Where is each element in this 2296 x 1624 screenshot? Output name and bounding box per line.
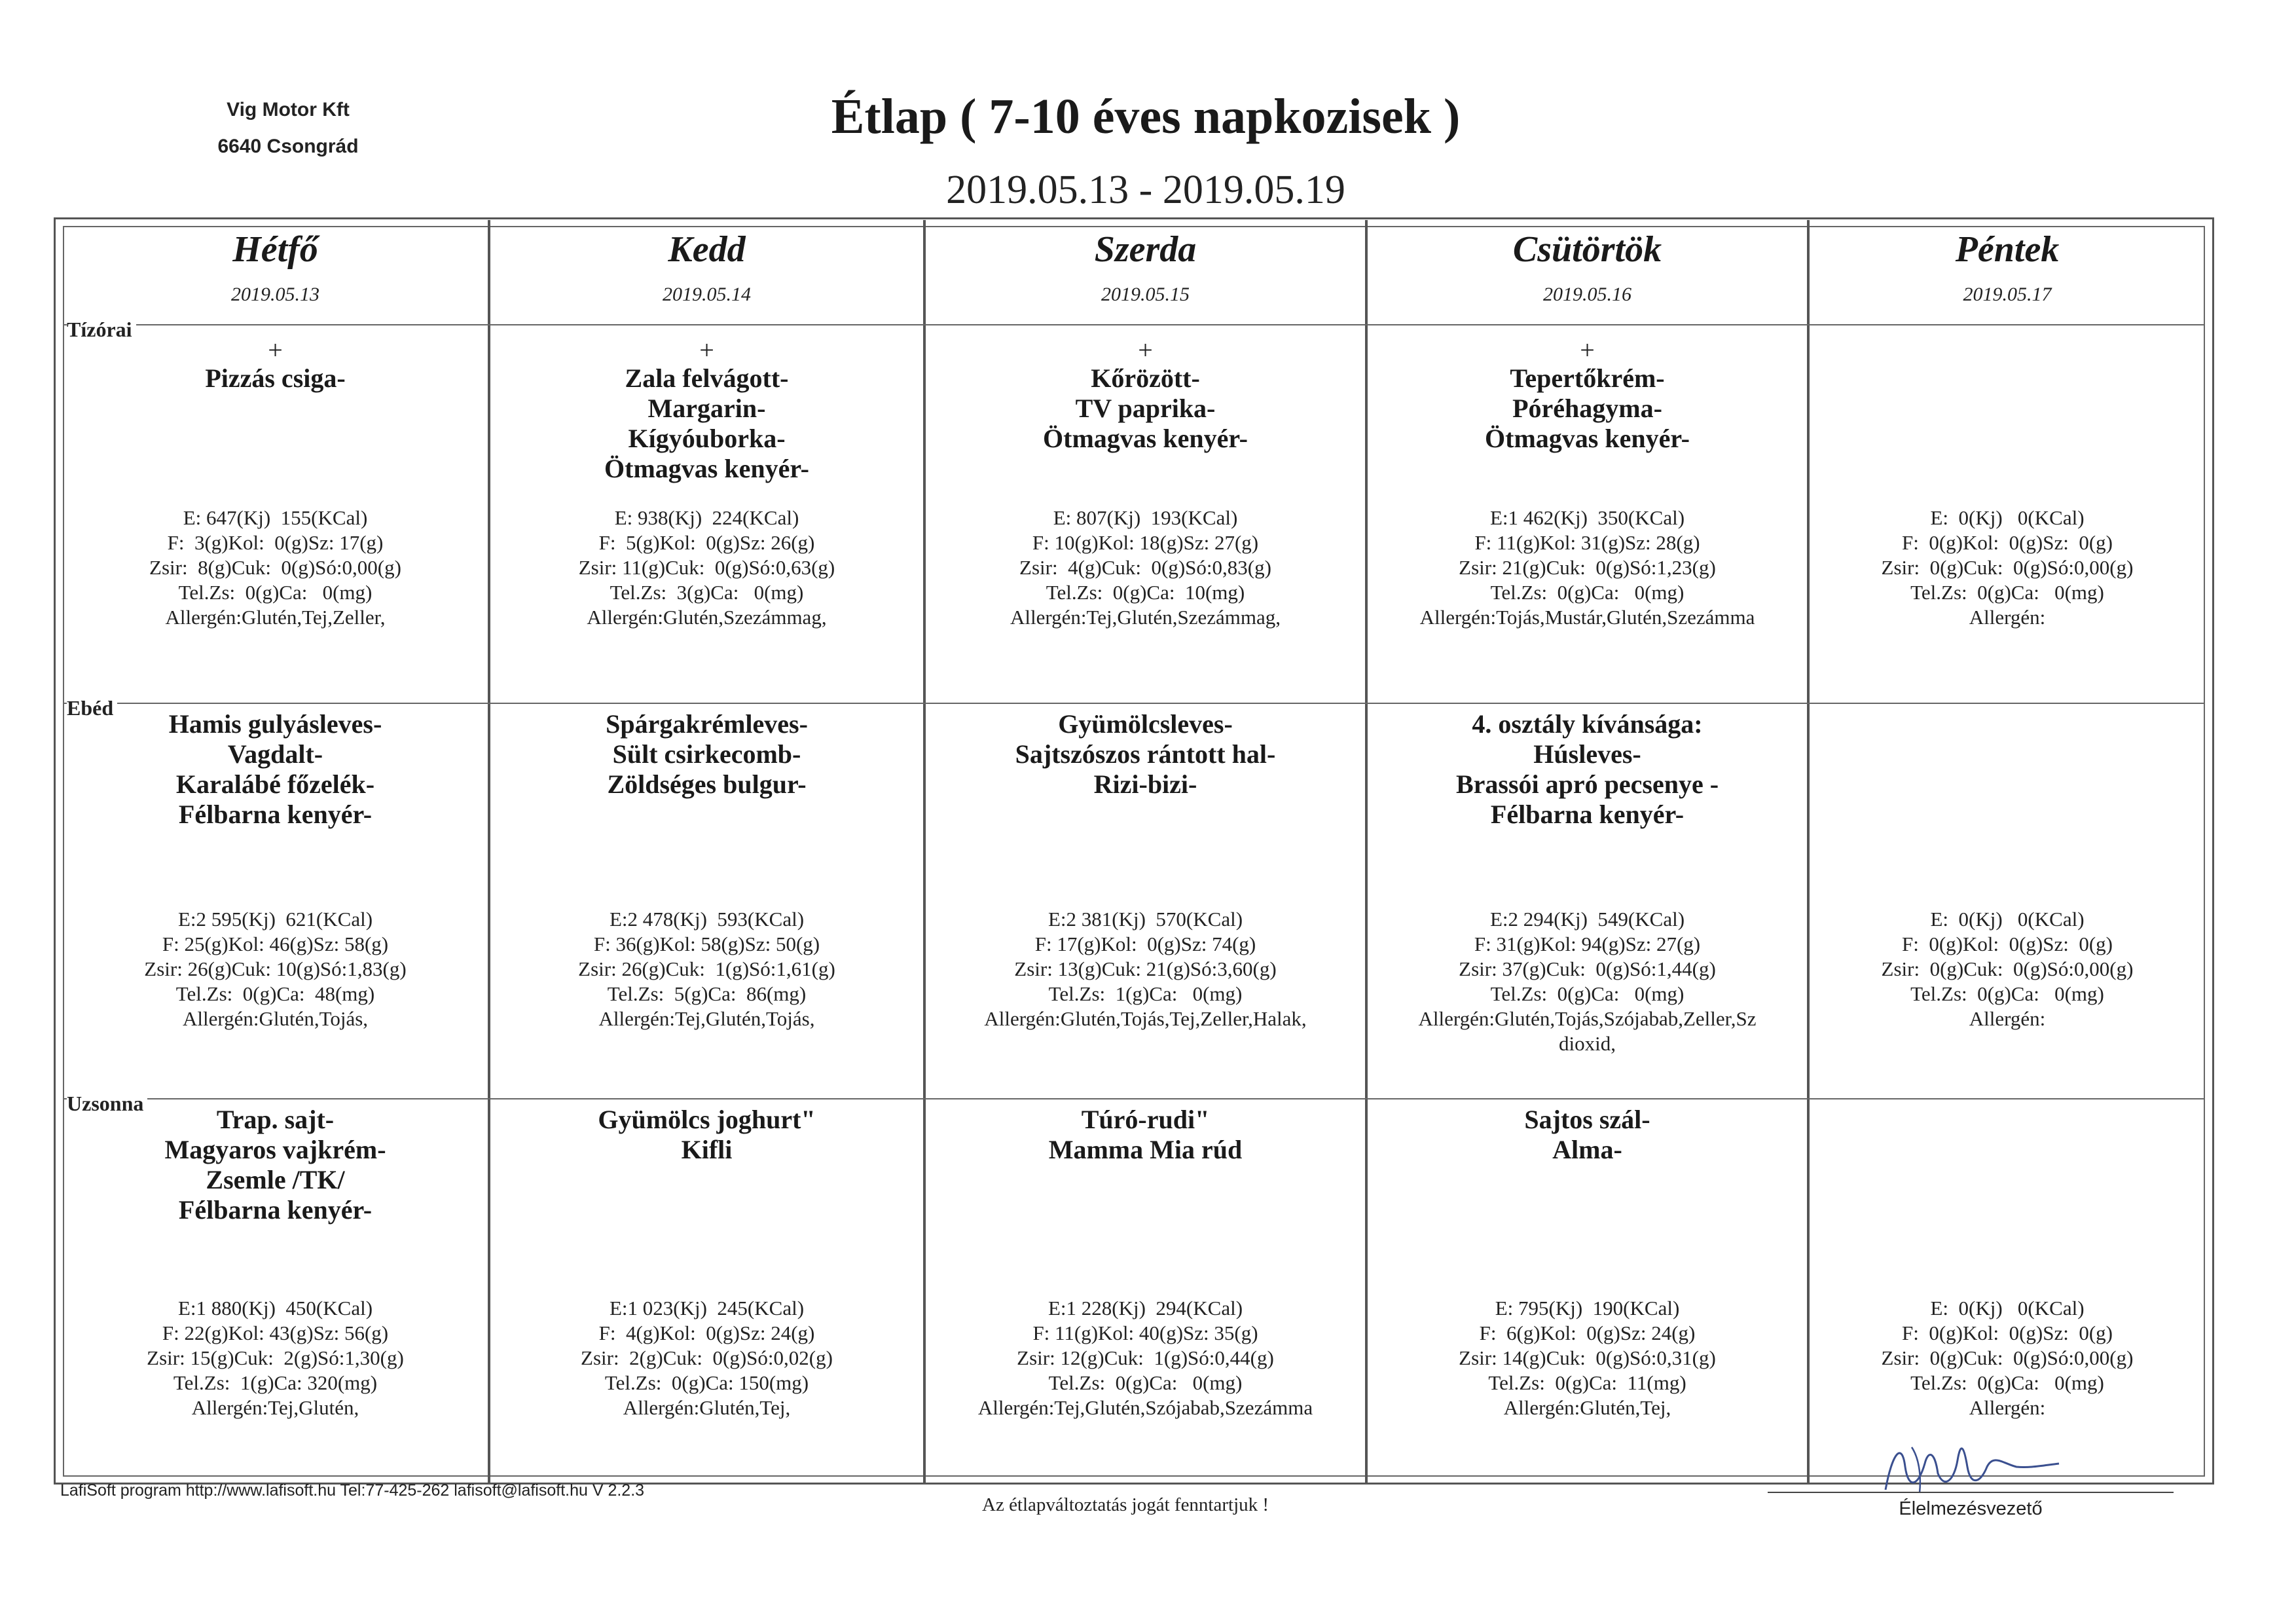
dish-name: Gyümölcsleves- (1058, 709, 1233, 739)
allergen-line: Allergén:Tej,Glutén,Szezámmag, (1010, 606, 1281, 629)
allergen-line: Allergén:Glutén,Tojás,Szójabab,Zeller,Sz (1418, 1007, 1757, 1030)
nutrition-line: F: 25(g)Kol: 46(g)Sz: 58(g) (162, 932, 389, 955)
nutrition-line: Zsir: 15(g)Cuk: 2(g)Só:1,30(g) (147, 1346, 404, 1369)
nutrition-line: E: 807(Kj) 193(KCal) (1053, 506, 1238, 529)
day-date: 2019.05.15 (1101, 284, 1190, 305)
nutrition-line: F: 10(g)Kol: 18(g)Sz: 27(g) (1032, 531, 1259, 554)
menu-cell-ebed-thursday (1368, 704, 1807, 1071)
date-range: 2019.05.13 - 2019.05.19 (946, 168, 1345, 212)
nutrition-line: E: 0(Kj) 0(KCal) (1930, 1297, 2085, 1320)
nutrition-line: Zsir: 8(g)Cuk: 0(g)Só:0,00(g) (149, 556, 401, 579)
nutrition-line: Tel.Zs: 0(g)Ca: 11(mg) (1488, 1371, 1686, 1394)
meal-label-tizorai: Tízórai (67, 318, 136, 342)
plus-sign: + (268, 335, 283, 365)
menu-cell-tizorai-thursday (1368, 325, 1807, 692)
company-name: Vig Motor Kft (227, 99, 350, 120)
allergen-line: Allergén:Glutén,Tojás,Tej,Zeller,Halak, (984, 1007, 1307, 1030)
day-name: Kedd (668, 229, 746, 270)
nutrition-line: F: 6(g)Kol: 0(g)Sz: 24(g) (1479, 1321, 1696, 1344)
nutrition-line: F: 31(g)Kol: 94(g)Sz: 27(g) (1474, 932, 1701, 955)
nutrition-line: Zsir: 21(g)Cuk: 0(g)Só:1,23(g) (1459, 556, 1716, 579)
nutrition-info (63, 506, 488, 630)
nutrition-info (926, 907, 1365, 1031)
dish-name: Karalábé főzelék- (175, 769, 375, 799)
nutrition-info (63, 907, 488, 1031)
day-header-thursday (1368, 226, 1807, 324)
dish-name: Margarin- (647, 394, 766, 423)
nutrition-info (926, 1296, 1365, 1420)
allergen-line: Allergén:Glutén,Tej, (623, 1396, 791, 1419)
nutrition-line: Tel.Zs: 0(g)Ca: 0(mg) (1048, 1371, 1243, 1394)
allergen-line: Allergén:Tej,Glutén,Tojás, (598, 1007, 815, 1030)
menu-cell-tizorai-friday (1810, 325, 2205, 692)
nutrition-line: F: 3(g)Kol: 0(g)Sz: 17(g) (167, 531, 384, 554)
dish-name: Kőrözött- (1091, 363, 1200, 393)
dish-name: Spárgakrémleves- (606, 709, 808, 739)
nutrition-info (1368, 1296, 1807, 1420)
nutrition-line: E: 647(Kj) 155(KCal) (183, 506, 368, 529)
menu-cell-uzsonna-tuesday (490, 1099, 923, 1466)
nutrition-line: E: 795(Kj) 190(KCal) (1495, 1297, 1680, 1320)
dish-name: Félbarna kenyér- (178, 1195, 373, 1225)
menu-cell-uzsonna-wednesday (926, 1099, 1365, 1466)
dish-name: Póréhagyma- (1512, 394, 1662, 423)
nutrition-line: E: 0(Kj) 0(KCal) (1930, 506, 2085, 529)
nutrition-line: Tel.Zs: 1(g)Ca: 0(mg) (1048, 982, 1243, 1005)
menu-cell-ebed-monday (63, 704, 488, 1071)
nutrition-info (63, 1296, 488, 1420)
company-block (177, 92, 399, 165)
nutrition-line: F: 0(g)Kol: 0(g)Sz: 0(g) (1901, 531, 2113, 554)
menu-cell-uzsonna-friday (1810, 1099, 2205, 1466)
dish-name: Ötmagvas kenyér- (604, 454, 809, 483)
dish-name: Magyaros vajkrém- (164, 1135, 386, 1164)
nutrition-line: Tel.Zs: 0(g)Ca: 0(mg) (178, 581, 373, 604)
day-date: 2019.05.14 (663, 284, 751, 305)
nutrition-line: E:1 880(Kj) 450(KCal) (177, 1297, 373, 1320)
nutrition-line: Zsir: 0(g)Cuk: 0(g)Só:0,00(g) (1881, 1346, 2134, 1369)
nutrition-line: E: 938(Kj) 224(KCal) (614, 506, 799, 529)
meal-label-uzsonna: Uzsonna (67, 1092, 147, 1116)
nutrition-line: E:2 478(Kj) 593(KCal) (609, 908, 805, 931)
day-name: Péntek (1955, 229, 2060, 270)
plus-sign: + (1580, 335, 1595, 365)
nutrition-line: Tel.Zs: 0(g)Ca: 48(mg) (175, 982, 375, 1005)
allergen-line: Allergén:Glutén,Tej,Zeller, (165, 606, 386, 629)
day-name: Hétfő (232, 229, 318, 270)
day-date: 2019.05.16 (1543, 284, 1631, 305)
nutrition-line: Tel.Zs: 0(g)Ca: 0(mg) (1910, 982, 2104, 1005)
plus-sign: + (699, 335, 714, 365)
dish-name: Pizzás csiga- (205, 363, 346, 393)
nutrition-line: Zsir: 13(g)Cuk: 21(g)Só:3,60(g) (1014, 957, 1277, 980)
dish-name: Félbarna kenyér- (1490, 800, 1685, 829)
day-date: 2019.05.13 (231, 284, 319, 305)
nutrition-line: E:1 462(Kj) 350(KCal) (1489, 506, 1685, 529)
allergen-line: Allergén: (1969, 606, 2046, 629)
allergen-line: Allergén:Glutén,Tej, (1503, 1396, 1671, 1419)
nutrition-line: E:2 294(Kj) 549(KCal) (1489, 908, 1685, 931)
signature-line (1768, 1492, 2174, 1493)
dish-name: Zsemle /TK/ (206, 1165, 345, 1194)
dish-name: Túró-rudi" (1081, 1105, 1210, 1134)
dish-name: Rizi-bizi- (1093, 769, 1197, 799)
nutrition-info (926, 506, 1365, 630)
nutrition-info (490, 907, 923, 1031)
plus-sign: + (1138, 335, 1153, 365)
dish-name: Vagdalt- (227, 739, 323, 769)
software-info: LafiSoft program http://www.lafisoft.hu Tel:77-425-262 lafisoft@lafisoft.hu V 2.2.3 (60, 1481, 645, 1500)
menu-cell-ebed-tuesday (490, 704, 923, 1071)
dish-name: TV paprika- (1075, 394, 1216, 423)
nutrition-line: Zsir: 12(g)Cuk: 1(g)Só:0,44(g) (1017, 1346, 1274, 1369)
nutrition-info (1368, 907, 1807, 1056)
menu-cell-uzsonna-thursday (1368, 1099, 1807, 1466)
day-header-wednesday (926, 226, 1365, 324)
meal-label-ebed: Ebéd (67, 696, 117, 720)
nutrition-line: F: 36(g)Kol: 58(g)Sz: 50(g) (593, 932, 820, 955)
dish-name: Mamma Mia rúd (1048, 1135, 1243, 1164)
nutrition-line: E: 0(Kj) 0(KCal) (1930, 908, 2085, 931)
nutrition-line: F: 17(g)Kol: 0(g)Sz: 74(g) (1034, 932, 1256, 955)
nutrition-line: Tel.Zs: 1(g)Ca: 320(mg) (173, 1371, 378, 1394)
nutrition-line: Tel.Zs: 0(g)Ca: 0(mg) (1910, 581, 2104, 604)
signature-icon (1872, 1428, 2069, 1506)
dish-name: Zala felvágott- (625, 363, 789, 393)
day-header-friday (1810, 226, 2205, 324)
page-title: Étlap ( 7-10 éves napkozisek ) (831, 89, 1461, 144)
nutrition-line: Zsir: 26(g)Cuk: 10(g)Só:1,83(g) (144, 957, 407, 980)
nutrition-info (1368, 506, 1807, 630)
dish-name: Kígyóuborka- (628, 424, 786, 453)
dish-name: Tepertőkrém- (1510, 363, 1665, 393)
nutrition-line: Tel.Zs: 0(g)Ca: 0(mg) (1490, 982, 1685, 1005)
nutrition-info (490, 1296, 923, 1420)
dish-name: Sült csirkecomb- (612, 739, 801, 769)
allergen-line: dioxid, (1559, 1032, 1616, 1055)
nutrition-info (1810, 506, 2205, 630)
nutrition-line: E:1 023(Kj) 245(KCal) (609, 1297, 805, 1320)
signature-label: Élelmezésvezető (1899, 1498, 2043, 1519)
nutrition-line: Tel.Zs: 0(g)Ca: 10(mg) (1046, 581, 1245, 604)
allergen-line: Allergén:Glutén,Szezámmag, (587, 606, 827, 629)
nutrition-line: Tel.Zs: 5(g)Ca: 86(mg) (607, 982, 807, 1005)
nutrition-line: Zsir: 37(g)Cuk: 0(g)Só:1,44(g) (1459, 957, 1716, 980)
day-header-monday (63, 226, 488, 324)
dish-name: Zöldséges bulgur- (607, 769, 807, 799)
nutrition-line: F: 5(g)Kol: 0(g)Sz: 26(g) (598, 531, 815, 554)
dish-name: Brassói apró pecsenye - (1455, 769, 1719, 799)
allergen-line: Allergén:Tej,Glutén, (191, 1396, 359, 1419)
nutrition-line: E:2 381(Kj) 570(KCal) (1048, 908, 1243, 931)
day-name: Csütörtök (1512, 229, 1662, 270)
dish-name: Gyümölcs joghurt" (598, 1105, 816, 1134)
allergen-line: Allergén: (1969, 1007, 2046, 1030)
menu-cell-tizorai-tuesday (490, 325, 923, 692)
allergen-line: Allergén:Tej,Glutén,Szójabab,Szezámma (977, 1396, 1313, 1419)
day-date: 2019.05.17 (1963, 284, 2052, 305)
dish-name: Ötmagvas kenyér- (1043, 424, 1248, 453)
nutrition-line: Zsir: 0(g)Cuk: 0(g)Só:0,00(g) (1881, 556, 2134, 579)
company-address: 6640 Csongrád (217, 136, 359, 157)
dish-name: Sajtszószos rántott hal- (1015, 739, 1276, 769)
nutrition-line: F: 11(g)Kol: 31(g)Sz: 28(g) (1474, 531, 1700, 554)
nutrition-line: Tel.Zs: 3(g)Ca: 0(mg) (610, 581, 804, 604)
nutrition-info (490, 506, 923, 630)
dish-name: Ötmagvas kenyér- (1485, 424, 1690, 453)
nutrition-line: F: 22(g)Kol: 43(g)Sz: 56(g) (162, 1321, 389, 1344)
nutrition-line: Tel.Zs: 0(g)Ca: 0(mg) (1910, 1371, 2104, 1394)
dish-name: Alma- (1552, 1135, 1622, 1164)
menu-cell-ebed-wednesday (926, 704, 1365, 1071)
menu-cell-uzsonna-monday (63, 1099, 488, 1466)
nutrition-info (1810, 907, 2205, 1031)
menu-cell-ebed-friday (1810, 704, 2205, 1071)
nutrition-line: E:2 595(Kj) 621(KCal) (177, 908, 373, 931)
dish-name: Félbarna kenyér- (178, 800, 373, 829)
dish-name: Sajtos szál- (1524, 1105, 1650, 1134)
nutrition-line: Zsir: 14(g)Cuk: 0(g)Só:0,31(g) (1459, 1346, 1716, 1369)
day-name: Szerda (1094, 229, 1197, 270)
nutrition-line: Tel.Zs: 0(g)Ca: 150(mg) (604, 1371, 809, 1394)
menu-cell-tizorai-wednesday (926, 325, 1365, 692)
nutrition-line: Zsir: 0(g)Cuk: 0(g)Só:0,00(g) (1881, 957, 2134, 980)
nutrition-line: Zsir: 2(g)Cuk: 0(g)Só:0,02(g) (581, 1346, 833, 1369)
day-header-tuesday (490, 226, 923, 324)
dish-name: Kifli (681, 1135, 733, 1164)
change-notice: Az étlapváltoztatás jogát fenntartjuk ! (982, 1494, 1269, 1515)
nutrition-line: Zsir: 4(g)Cuk: 0(g)Só:0,83(g) (1019, 556, 1271, 579)
dish-name: Hamis gulyásleves- (168, 709, 382, 739)
nutrition-line: F: 0(g)Kol: 0(g)Sz: 0(g) (1901, 1321, 2113, 1344)
menu-cell-tizorai-monday (63, 325, 488, 692)
nutrition-line: Zsir: 26(g)Cuk: 1(g)Só:1,61(g) (578, 957, 835, 980)
allergen-line: Allergén: (1969, 1396, 2046, 1419)
nutrition-line: F: 0(g)Kol: 0(g)Sz: 0(g) (1901, 932, 2113, 955)
nutrition-line: Tel.Zs: 0(g)Ca: 0(mg) (1490, 581, 1685, 604)
dish-name: Húsleves- (1533, 739, 1641, 769)
nutrition-line: F: 4(g)Kol: 0(g)Sz: 24(g) (598, 1321, 815, 1344)
allergen-line: Allergén:Glutén,Tojás, (182, 1007, 369, 1030)
allergen-line: Allergén:Tojás,Mustár,Glutén,Szezámma (1419, 606, 1755, 629)
nutrition-info (1810, 1296, 2205, 1420)
dish-name: Trap. sajt- (216, 1105, 335, 1134)
nutrition-line: Zsir: 11(g)Cuk: 0(g)Só:0,63(g) (578, 556, 835, 579)
nutrition-line: F: 11(g)Kol: 40(g)Sz: 35(g) (1032, 1321, 1258, 1344)
nutrition-line: E:1 228(Kj) 294(KCal) (1048, 1297, 1243, 1320)
dish-name: 4. osztály kívánsága: (1472, 709, 1703, 739)
